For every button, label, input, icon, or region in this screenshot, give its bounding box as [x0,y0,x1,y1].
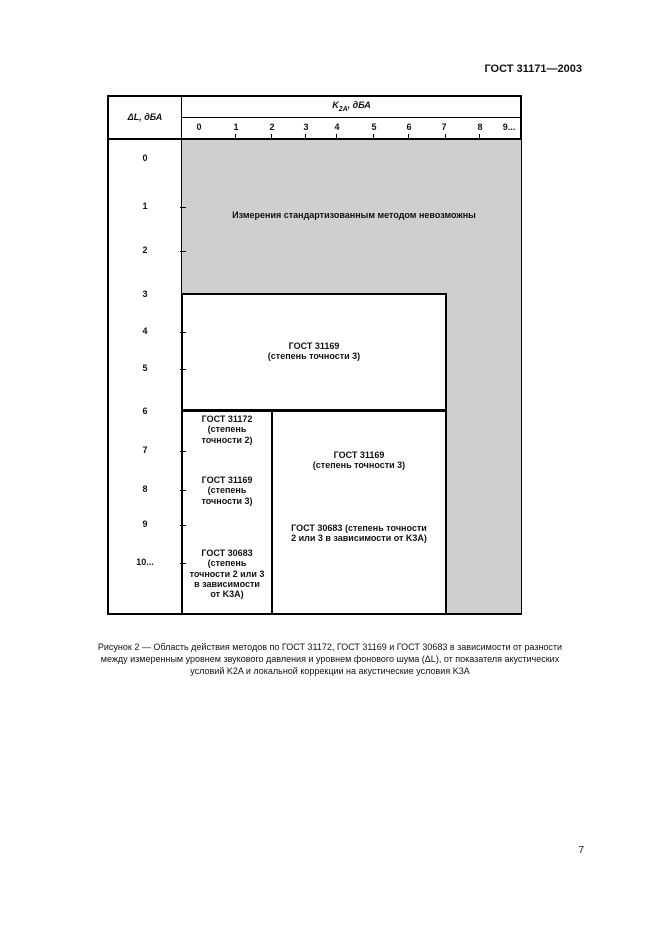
y-tick-mark [180,332,186,333]
y-tick: 3 [142,289,148,299]
gost-30683-right-label: ГОСТ 30683 (степень точности 2 или 3 в зависимости от K3A) [291,523,427,544]
x-tick: 1 [233,122,239,132]
x-tick-mark [235,134,236,139]
x-tick: 3 [303,122,309,132]
gost-31169-upper-label: ГОСТ 31169 (степень точности 3) [267,341,361,362]
y-tick: 2 [142,245,148,255]
page-number: 7 [578,845,584,856]
figure-caption: Рисунок 2 — Область действия методов по ГОСТ 31172, ГОСТ 31169 и ГОСТ 30683 в зависимости от разности между измеренным уровнем звукового давления и уровнем фонового шума (ΔL), от показателя акустических условий K2A и локальной коррекции на акустические условия K3A [97,642,563,677]
gost-31169-right-label: ГОСТ 31169 (степень точности 3) [312,450,406,471]
x-tick-mark [373,134,374,139]
x-tick-mark [305,134,306,139]
y-tick-mark [180,525,186,526]
y-tick: 4 [142,326,148,336]
y-tick: 1 [142,201,148,211]
delta-l-axis-label: ΔL, дБА [127,112,163,122]
x-tick-mark [271,134,272,139]
x-tick-mark [445,134,446,139]
y-tick-mark [180,251,186,252]
x-tick: 8 [477,122,483,132]
y-tick: 6 [142,406,148,416]
document-code: ГОСТ 31171—2003 [484,63,582,75]
x-tick: 2 [269,122,275,132]
x-tick: 6 [406,122,412,132]
column-header-separator [181,117,522,118]
y-tick: 7 [142,445,148,455]
y-tick: 8 [142,484,148,494]
x-tick: 7 [441,122,447,132]
y-tick-mark [180,369,186,370]
gost-30683-left-label: ГОСТ 30683 (степень точности 2 или 3 в зависимости от K3A) [189,548,265,600]
y-tick: 9 [142,519,148,529]
x-tick: 0 [196,122,202,132]
x-tick-mark [408,134,409,139]
x-tick: 5 [371,122,377,132]
y-tick: 5 [142,363,148,373]
gost-lower-right-region [271,410,447,615]
y-tick: 0 [142,153,148,163]
gost-31172-label: ГОСТ 31172 (степень точности 2) [201,414,253,445]
y-tick-mark [180,207,186,208]
header-bottom-border [109,138,520,140]
impossible-region-label: Измерения стандартизованным методом невозможны [232,210,476,220]
gost-31169-left-label: ГОСТ 31169 (степень точности 3) [201,475,253,506]
x-tick: 4 [334,122,340,132]
x-tick: 9... [502,122,516,132]
y-tick: 10... [136,557,154,567]
x-tick-mark [479,134,480,139]
method-applicability-figure [107,95,522,615]
row-header-separator [181,97,182,615]
k2a-axis-label: $K_{2A}$, дБА [332,100,371,113]
y-tick-mark [180,451,186,452]
x-tick-mark [336,134,337,139]
